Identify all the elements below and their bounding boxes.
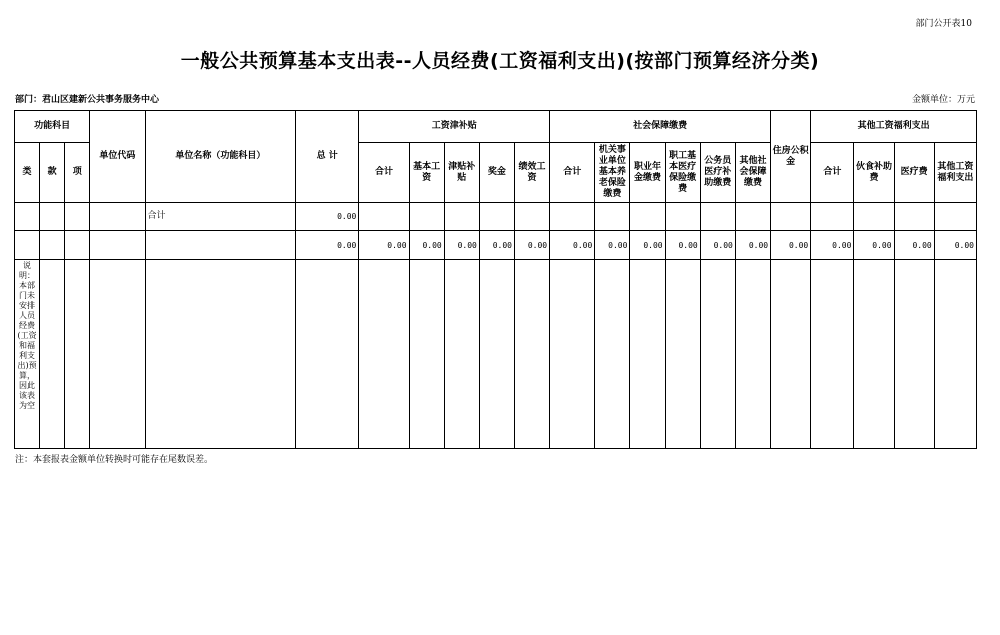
other-wage-header: 其他工资福利支出	[934, 143, 976, 203]
note-text: 说明：本部门未安排人员经费(工资和福利支出)预算，因此该表为空	[17, 261, 37, 410]
cell-value: 0.00	[630, 231, 665, 260]
other-sum-header: 合计	[811, 143, 854, 203]
cell-value: 0.00	[444, 231, 479, 260]
housing-fund-header: 住房公积金	[771, 111, 811, 203]
table-row	[15, 231, 977, 260]
unit-name-header: 单位名称（功能科目）	[145, 111, 296, 203]
cell-value: 0.00	[811, 231, 854, 260]
func-subject-header: 功能科目	[15, 111, 90, 143]
footnote: 注：本套报表金额单位转换时可能存在尾数误差。	[15, 455, 214, 465]
social-sum-header: 合计	[550, 143, 595, 203]
unit-code-header: 单位代码	[90, 111, 145, 203]
social-group-header: 社会保障缴费	[550, 111, 771, 143]
table-row	[15, 203, 977, 231]
row-name	[145, 231, 296, 260]
note-row	[15, 260, 977, 449]
department-label: 部门：君山区建新公共事务服务中心	[15, 95, 160, 105]
total-header: 总 计	[296, 111, 359, 203]
cell-value: 0.00	[409, 231, 444, 260]
pension-header: 机关事业单位基本养老保险缴费	[595, 143, 630, 203]
cell-value: 0.00	[934, 231, 976, 260]
civil-medical-header: 公务员医疗补助缴费	[700, 143, 735, 203]
other-group-header: 其他工资福利支出	[811, 111, 977, 143]
row-name: 合计	[145, 203, 296, 231]
cell-value: 0.00	[595, 231, 630, 260]
budget-table	[14, 110, 977, 449]
header-row-1	[15, 111, 977, 143]
cell-value: 0.00	[771, 231, 811, 260]
medical-header: 职工基本医疗保险缴费	[665, 143, 700, 203]
cell-value: 0.00	[359, 231, 409, 260]
annuity-header: 职业年金缴费	[630, 143, 665, 203]
cell-value: 0.00	[735, 231, 770, 260]
other-social-header: 其他社会保障缴费	[735, 143, 770, 203]
cell-value: 0.00	[700, 231, 735, 260]
cell-value: 0.00	[894, 231, 934, 260]
cell-value: 0.00	[514, 231, 549, 260]
meal-subsidy-header: 伙食补助费	[854, 143, 894, 203]
perf-wage-header: 绩效工资	[514, 143, 549, 203]
wage-sum-header: 合计	[359, 143, 409, 203]
cell-value: 0.00	[479, 231, 514, 260]
cell-value: 0.00	[665, 231, 700, 260]
lei-header: 类	[15, 143, 40, 203]
page-title: 一般公共预算基本支出表--人员经费(工资福利支出)(按部门预算经济分类)	[180, 50, 820, 72]
kuan-header: 款	[40, 143, 65, 203]
basic-wage-header: 基本工资	[409, 143, 444, 203]
xiang-header: 项	[65, 143, 90, 203]
cell-value: 0.00	[854, 231, 894, 260]
row-total: 0.00	[296, 231, 359, 260]
table-number: 部门公开表10	[915, 19, 972, 29]
cell-value: 0.00	[550, 231, 595, 260]
amount-unit-label: 金额单位：万元	[911, 95, 975, 105]
wage-group-header: 工资津补贴	[359, 111, 550, 143]
row-total: 0.00	[296, 203, 359, 231]
bonus-header: 奖金	[479, 143, 514, 203]
note-cell	[15, 260, 40, 449]
allowance-header: 津贴补贴	[444, 143, 479, 203]
medical-fee-header: 医疗费	[894, 143, 934, 203]
